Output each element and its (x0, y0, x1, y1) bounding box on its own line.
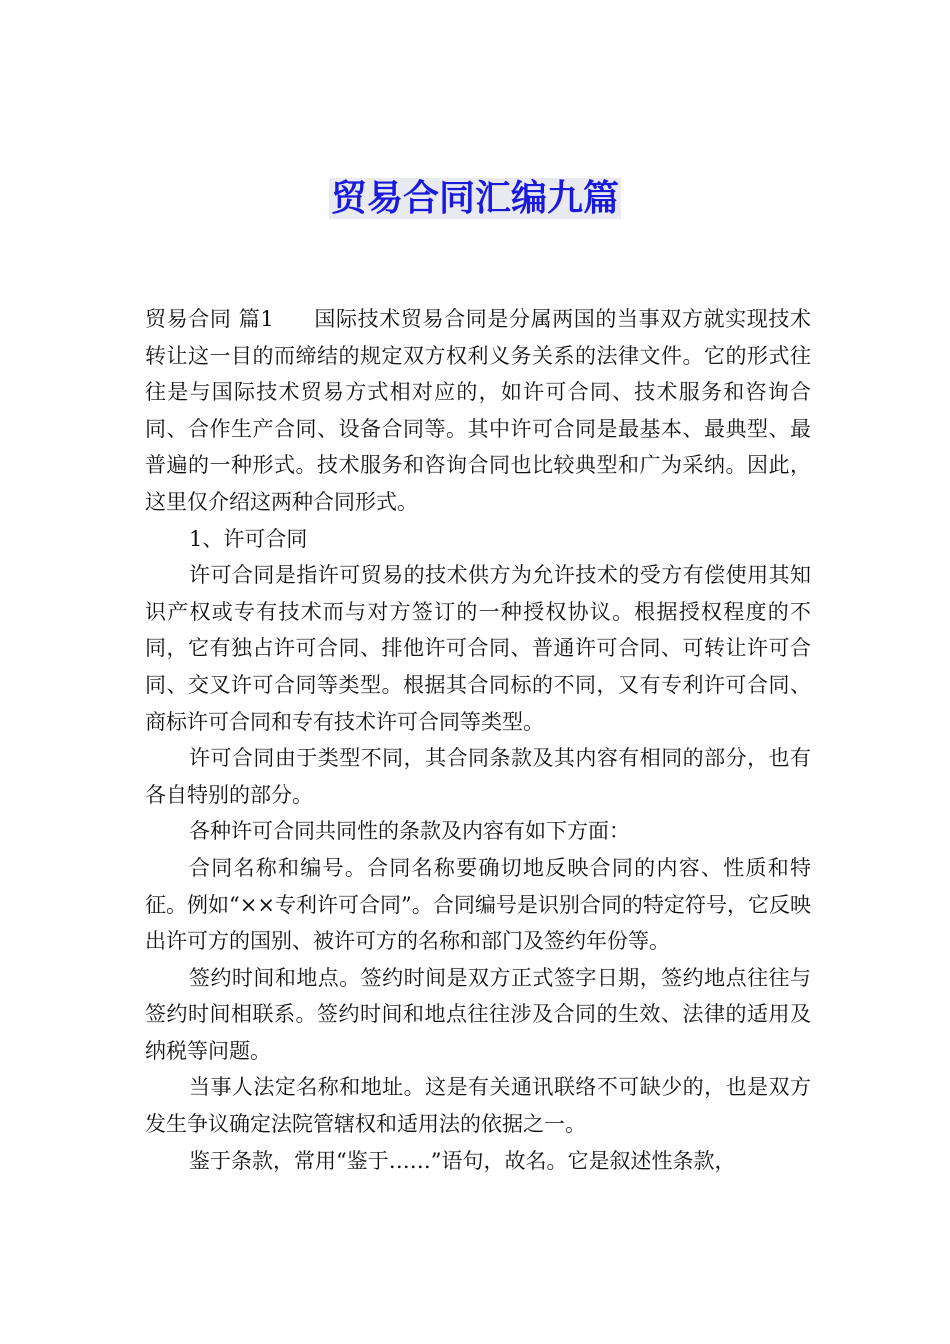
paragraph-8: 鉴于条款，常用“鉴于……”语句，故名。它是叙述性条款， (189, 1148, 736, 1173)
heading-license-contract: 1、许可合同 (189, 526, 308, 551)
paragraph-7: 当事人法定名称和地址。这是有关通讯联络不可缺少的，也是双方发生争议确定法院管辖权和适用法的依据之一。 (145, 1075, 811, 1137)
section-label: 贸易合同 篇1 (145, 307, 274, 331)
paragraph-5: 合同名称和编号。合同名称要确切地反映合同的内容、性质和特征。例如“××专利许可合同”。合同编号是识别合同的特定符号，它反映出许可方的国别、被许可方的名称和部门及签约年份等。 (145, 855, 811, 954)
paragraph-4: 各种许可合同共同性的条款及内容有如下方面： (189, 819, 630, 844)
paragraph-1 (145, 301, 811, 521)
paragraph-1-text: 国际技术贸易合同是分属两国的当事双方就实现技术转让这一目的而缔结的规定双方权利义务关系的法律文件。它的形式往往是与国际技术贸易方式相对应的，如许可合同、技术服务和咨询合同、合作生产合同、设备合同等。其中许可合同是最基本、最典型、最普遍的一种形式。技术服务和咨询合同也比较典型和广为采纳。因此，这里仅介绍这两种合同形式。 (145, 307, 812, 514)
paragraph-6: 签约时间和地点。签约时间是双方正式签字日期，签约地点往往与签约时间相联系。签约时间和地点往往涉及合同的生效、法律的适用及纳税等问题。 (145, 965, 811, 1063)
document-title-text: 贸易合同汇编九篇 (330, 178, 619, 219)
document-title (0, 172, 950, 226)
document-body (145, 301, 811, 1179)
paragraph-3: 许可合同由于类型不同，其合同条款及其内容有相同的部分，也有各自特别的部分。 (145, 746, 811, 807)
paragraph-2: 许可合同是指许可贸易的技术供方为允许技术的受方有偿使用其知识产权或专有技术而与对方签订的一种授权协议。根据授权程度的不同，它有独占许可合同、排他许可合同、普通许可合同、可转让许可合同、交叉许可合同等类型。根据其合同标的不同，又有专利许可合同、商标许可合同和专有技术许可合同等类型。 (145, 563, 811, 734)
